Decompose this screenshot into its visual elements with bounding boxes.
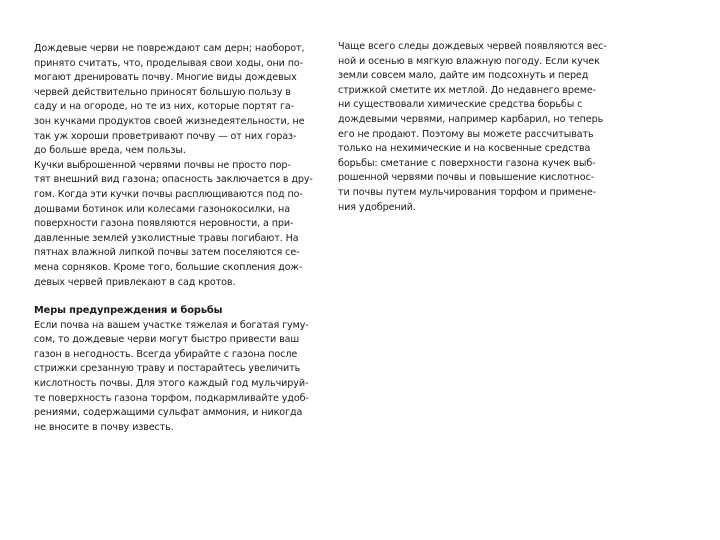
text-line: стрижки срезанную траву и постарайтесь увеличить bbox=[34, 363, 301, 375]
text-line: сом, то дождевые черви могут быстро привести ваш bbox=[34, 334, 300, 346]
text-line: ной и осенью в мягкую влажную погоду. Если кучек bbox=[338, 55, 600, 67]
text-line: кислотность почвы. Для этого каждый год мульчируй- bbox=[34, 378, 309, 390]
text-line: ни существовали химические средства борьбы с bbox=[338, 99, 583, 111]
text-line: Кучки выброшенной червями почвы не просто пор- bbox=[34, 159, 291, 171]
paragraph-earthworms-benefit bbox=[34, 42, 330, 159]
text-line: тят внешний вид газона; опасность заключается в дру- bbox=[34, 174, 313, 186]
text-line: только на нехимические и на косвенные средства bbox=[338, 143, 591, 155]
paragraph-spacer bbox=[34, 290, 330, 304]
text-line: стрижкой сметите их метлой. До недавнего време- bbox=[338, 84, 597, 96]
text-line: поверхности газона появляются неровности, а при- bbox=[34, 218, 294, 230]
text-line: девых червей привлекают в сад кротов. bbox=[34, 276, 236, 288]
text-line: принято считать, что, проделывая свои ходы, они по- bbox=[34, 57, 304, 69]
text-line: рошенной червями почвы и повышение кислотнос- bbox=[338, 172, 595, 184]
paragraph-prevention bbox=[34, 319, 330, 436]
text-line: Чаще всего следы дождевых червей появляются вес- bbox=[338, 41, 607, 52]
text-line: давленные землей узколистные травы погибают. На bbox=[34, 232, 299, 244]
text-line: ти почвы путем мульчирования торфом и примене- bbox=[338, 186, 597, 198]
left-column bbox=[34, 42, 330, 435]
paragraph-control-methods bbox=[338, 40, 636, 215]
text-line: дошвами ботинок или колесами газонокосилки, на bbox=[34, 203, 290, 215]
right-column bbox=[338, 40, 636, 215]
text-line: Дождевые черви не повреждают сам дерн; наоборот, bbox=[34, 43, 305, 54]
text-line: те поверхность газона торфом, подкармливайте удоб- bbox=[34, 392, 309, 404]
text-line: зон кучками продуктов своей жизнедеятельности, не bbox=[34, 115, 305, 127]
text-line: гом. Когда эти кучки почвы расплющиваются под по- bbox=[34, 188, 303, 200]
paragraph-casts-damage bbox=[34, 159, 330, 290]
text-line: борьбы: сметание с поверхности газона кучек выб- bbox=[338, 157, 596, 169]
text-line: не вносите в почву известь. bbox=[34, 421, 174, 433]
text-line: земли совсем мало, дайте им подсохнуть и перед bbox=[338, 70, 589, 82]
text-line: ния удобрений. bbox=[338, 201, 416, 213]
text-line: так уж хороши проветривают почву — от них гораз- bbox=[34, 130, 297, 142]
text-line: Если почва на вашем участке тяжелая и богатая гуму- bbox=[34, 319, 309, 331]
text-line: мена сорняков. Кроме того, большие скопления дож- bbox=[34, 261, 303, 273]
text-line: могают дренировать почву. Многие виды дождевых bbox=[34, 72, 297, 84]
text-line: его не продают. Поэтому вы можете рассчитывать bbox=[338, 128, 594, 140]
text-line: до больше вреда, чем пользы. bbox=[34, 145, 186, 157]
text-line: пятнах влажной липкой почвы затем поселяются се- bbox=[34, 247, 300, 259]
text-line: газон в негодность. Всегда убирайте с газона после bbox=[34, 348, 298, 360]
text-line: саду и на огороде, но те из них, которые портят га- bbox=[34, 101, 295, 113]
text-line: червей действительно приносят большую пользу в bbox=[34, 86, 291, 98]
text-line: рениями, содержащими сульфат аммония, и никогда bbox=[34, 407, 303, 419]
section-heading: Меры предупреждения и борьбы bbox=[34, 305, 223, 317]
text-line: дождевыми червями, например карбарил, но теперь bbox=[338, 113, 604, 125]
